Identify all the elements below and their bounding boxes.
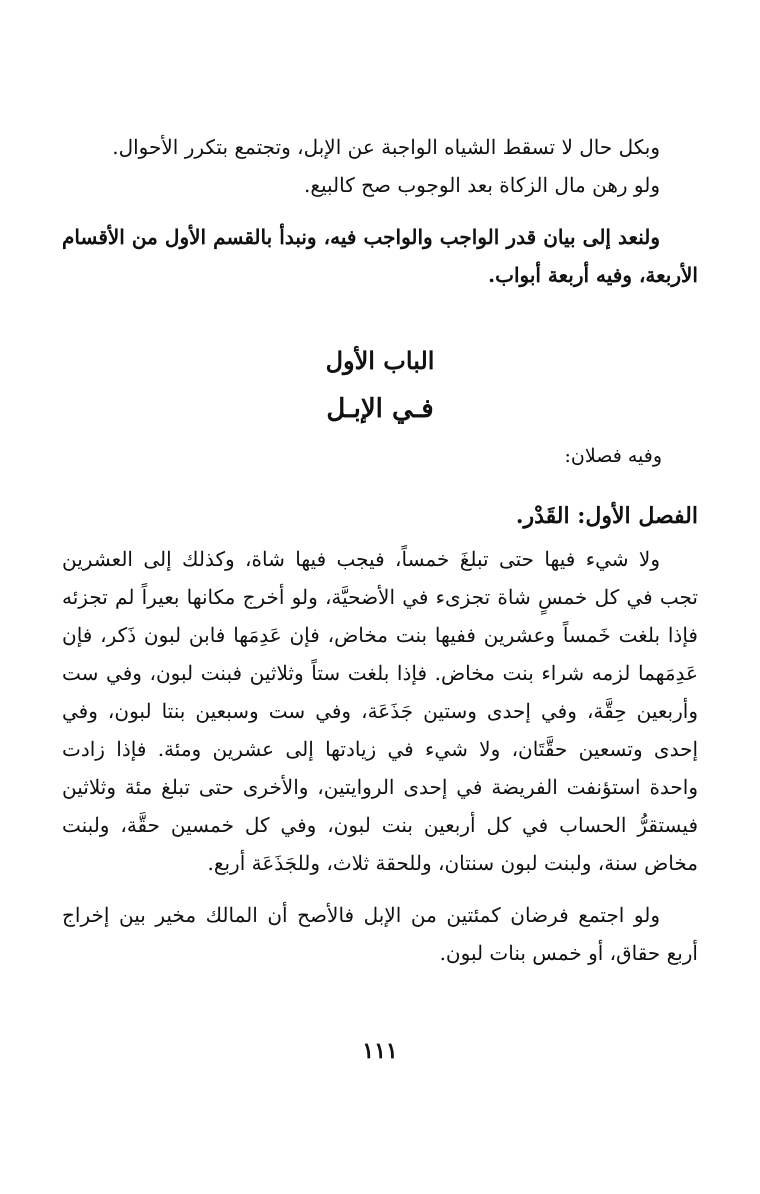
chapter-title: الباب الأول — [325, 346, 435, 375]
paragraph-4: ولا شيء فيها حتى تبلغَ خمساً، فيجب فيها شاة، وكذلك إلى العشرين تجب في كل خمسٍ شاة تجزىء في الأضحيَّة، ولو أخرج مكانها بعيراً لم تجزئه فإذا بلغت خَمساً وعشرين ففيها بنت مخاض، فإن عَدِمَها فابن لبون ذَكر، فإن عَدِمَهما لزمه شراء بنت مخاض. فإذا بلغت ستاً وثلاثين فبنت لبون، وفي ست وأربعين حِقَّة، وفي إحدى وستين جَذَعَة، وفي ست وسبعين بنتا لبون، وفي إحدى وتسعين حقَّتَان، ولا شيء في زيادتها إلى عشرين ومئة. فإذا زادت واحدة استؤنفت الفريضة في إحدى الروايتين، والأخرى حتى تبلغ مئة وثلاثين فيستقرُّ الحساب في كل أربعين بنت لبون، وفي كل خمسين حقَّة، ولبنت مخاض سنة، ولبنت لبون سنتان، وللحقة ثلاث، وللجَذَعَة أربع. — [62, 547, 698, 875]
paragraph-1: وبكل حال لا تسقط الشياه الواجبة عن الإبل، وتجتمع بتكرر الأحوال. — [112, 135, 660, 159]
section-heading — [62, 496, 698, 536]
paragraph-3: ولنعد إلى بيان قدر الواجب والواجب فيه، ونبدأ بالقسم الأول من الأقسام الأربعة، وفيه أربعة أبواب. — [62, 225, 698, 287]
paragraph-5: ولو اجتمع فرضان كمئتين من الإبل فالأصح أن المالك مخير بين إخراج أربع حقاق، أو خمس بنات لبون. — [62, 903, 698, 965]
chapter-subtitle: فـي الإبـل — [326, 394, 434, 424]
section-title: القَدْر. — [515, 503, 570, 529]
section-label: الفصل الأول: — [577, 503, 698, 529]
paragraph-2: ولو رهن مال الزكاة بعد الوجوب صح كالبيع. — [303, 173, 660, 197]
page-number: ١١١ — [362, 1038, 398, 1064]
chapter-intro: وفيه فصلان: — [564, 445, 662, 467]
